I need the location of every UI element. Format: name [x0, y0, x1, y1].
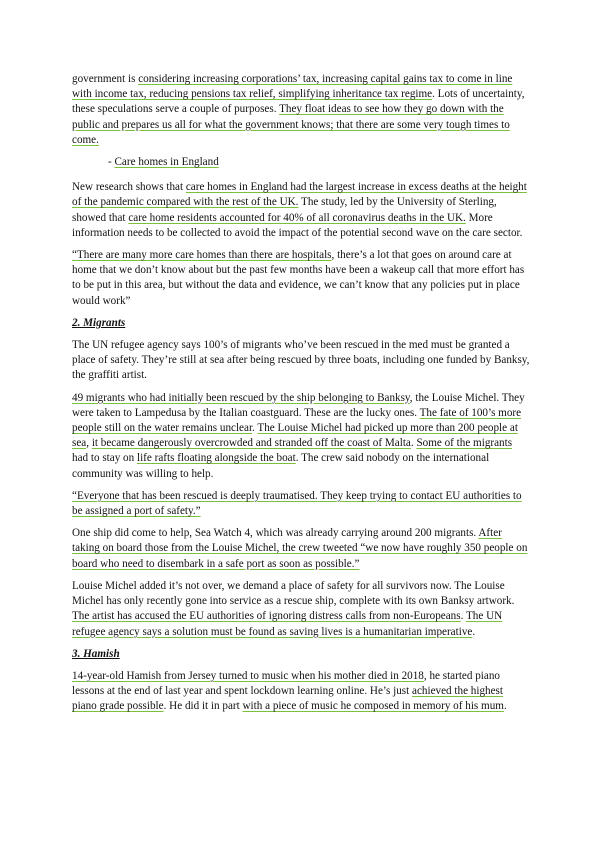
- highlighted-phrase: life rafts floating alongside the boat: [136, 452, 296, 465]
- text-run: had to stay on: [72, 452, 137, 465]
- text-run: More information needs to be collected to avoid the impact of the potential second wave on the care sector.: [72, 211, 523, 239]
- text-run: .: [503, 700, 507, 713]
- highlighted-phrase: care home residents accounted for 40% of all coronavirus deaths in the UK.: [128, 211, 466, 224]
- text-run: The UN refugee agency says 100’s of migrants who’ve been rescued in the med must be granted a place of safety. They’re still at sea after being rescued by three boats, including one funded by Banksy, the graffiti artist.: [72, 339, 530, 382]
- paragraph-migrants-intro: [72, 338, 530, 384]
- highlighted-phrase: 49 migrants who had initially been rescued by the ship belonging to Banksy: [72, 391, 410, 404]
- heading-migrants: 2. Migrants: [72, 316, 126, 329]
- highlighted-phrase: The Louise Michel had picked up more than 200 people at sea: [72, 422, 518, 450]
- text-run: . He did it in part: [163, 700, 243, 713]
- text-run: , he started piano lessons at the end of last year and spent lockdown learning online. He’s just: [72, 669, 500, 698]
- text-run: .: [472, 625, 476, 638]
- text-run: One ship did come to help, Sea Watch 4, which was already carrying around 200 migrants.: [72, 527, 479, 540]
- highlighted-phrase: Some of the migrants: [416, 437, 513, 450]
- highlighted-phrase: “Everyone that has been rescued is deeply traumatised. They keep trying to contact EU authorities to be assigned a port of safety.”: [72, 489, 522, 518]
- highlighted-phrase: it became dangerously overcrowded and stranded off the coast of Malta: [91, 437, 411, 450]
- paragraph-louise-michel: [72, 579, 530, 640]
- highlighted-phrase: They float ideas to see how they go down with the public and prepares us all for what the government knows; that there are some very tough times to come.: [72, 103, 510, 146]
- highlighted-phrase: care homes in England had the largest increase in excess deaths at the height of the pandemic compared with the rest of the UK.: [72, 181, 527, 209]
- text-run: ,: [86, 437, 92, 450]
- bullet-label: Care homes in England: [114, 156, 219, 169]
- text-run: , the Louise Michel. They were taken to Lampedusa by the Italian coastguard. These are the lucky ones.: [72, 391, 525, 419]
- bullet-dash: -: [108, 156, 115, 169]
- highlighted-phrase: The artist has accused the EU authorities of ignoring distress calls from non-Europeans: [72, 610, 461, 623]
- bullet-care-homes: [108, 155, 530, 170]
- highlighted-phrase: After taking on board those from the Louise Michel, the crew tweeted “we now have roughly 350 people on board who need to disembark in a safe port as soon as possible.”: [72, 527, 528, 570]
- text-run: . Lots of uncertainty, these speculations serve a couple of purposes.: [72, 88, 525, 116]
- highlighted-phrase: The fate of 100’s more people still on the water remains unclear: [72, 406, 522, 435]
- paragraph-tax: [72, 72, 530, 148]
- paragraph-care-quote: [72, 248, 530, 309]
- heading-hamish: 3. Hamish: [72, 647, 120, 660]
- text-run: .: [460, 610, 466, 623]
- paragraph-care-research: [72, 180, 530, 241]
- highlighted-phrase: with a piece of music he composed in memory of his mum: [242, 700, 504, 713]
- highlighted-phrase: The UN refugee agency says a solution must be found as saving lives is a humanitarian imperative: [72, 610, 503, 638]
- paragraph-migrants-quote: [72, 489, 530, 519]
- text-run: government is: [72, 73, 139, 85]
- text-run: .: [252, 422, 258, 435]
- text-run: Louise Michel added it’s not over, we demand a place of safety for all survivors now. The Louise Michel has only recently gone into service as a rescue ship, complete with its own Banksy artwork.: [72, 579, 515, 608]
- paragraph-hamish: [72, 669, 530, 715]
- paragraph-migrants-rescue: [72, 391, 530, 482]
- text-run: .: [410, 437, 417, 450]
- text-run: , there’s a lot that goes on around care at home that we don’t know about but the past few months have been a wakeup call that more effort has to be put in this area, but without the data and evidence, we can’t know that any policies put in place would work”: [72, 249, 525, 307]
- highlighted-phrase: considering increasing corporations’ tax, increasing capital gains tax to come in line with income tax, reducing pensions tax relief, simplifying inheritance tax regime: [72, 73, 513, 101]
- text-run: The study, led by the University of Sterling, showed that: [72, 196, 497, 224]
- text-run: New research shows that: [72, 181, 186, 194]
- highlighted-phrase: achieved the highest piano grade possible: [72, 685, 503, 713]
- highlighted-phrase: “There are many more care homes than there are hospitals: [72, 249, 332, 262]
- text-run: . The crew said nobody on the international community was willing to help.: [72, 452, 490, 480]
- paragraph-sea-watch: [72, 526, 530, 572]
- document-page: [72, 72, 530, 722]
- highlighted-phrase: 14-year-old Hamish from Jersey turned to music when his mother died in 2018: [72, 669, 424, 682]
